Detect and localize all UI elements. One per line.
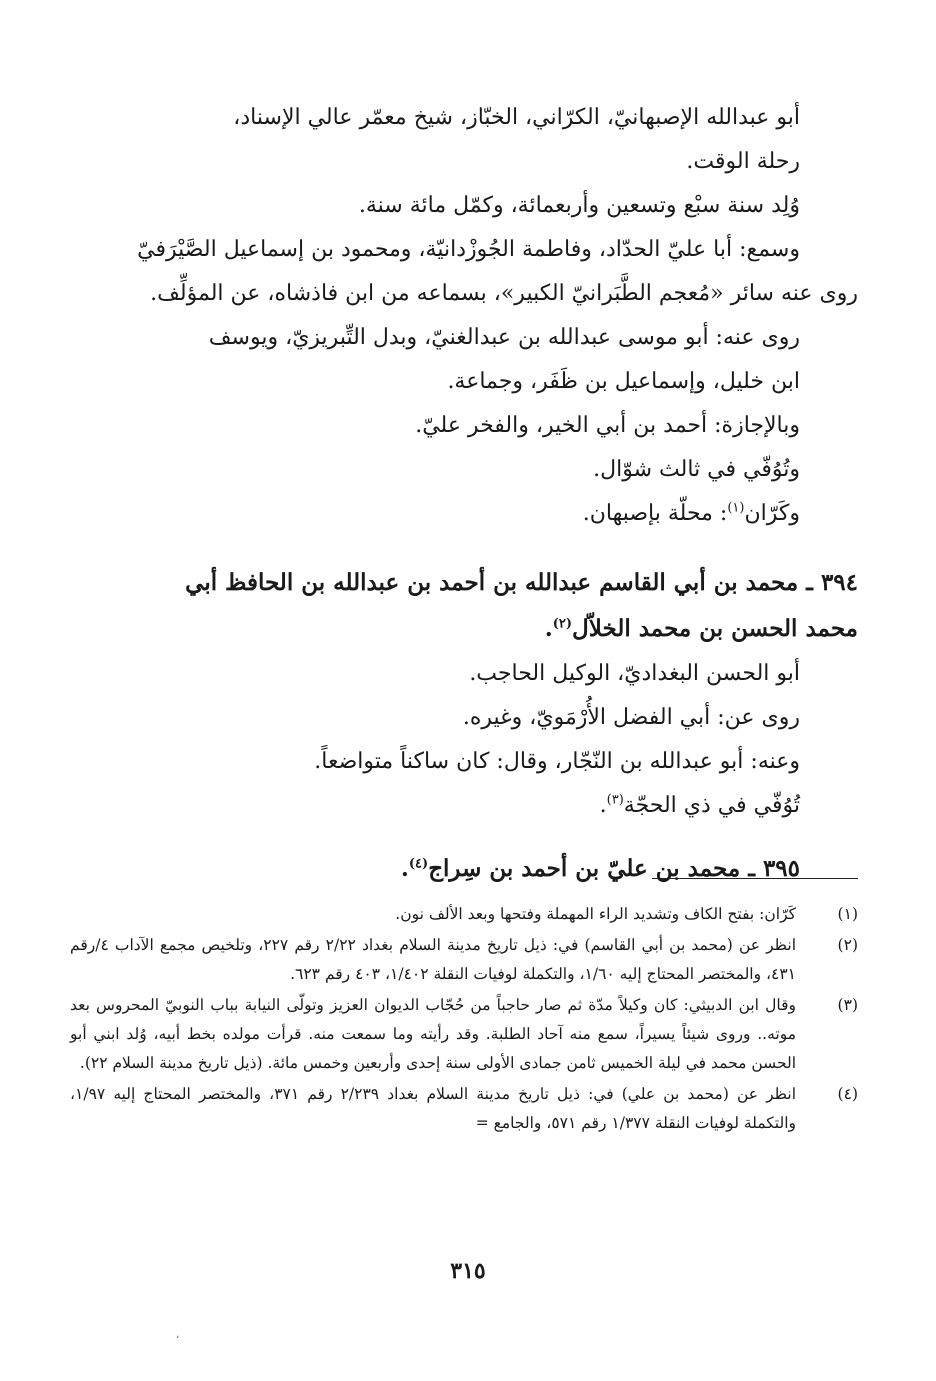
paragraph-birth: وُلِد سنة سبْع وتسعين وأربعمائة، وكمّل مائة سنة.: [358, 193, 800, 218]
kunya-line-2: رحلة الوقت.: [686, 149, 800, 174]
narrators-line-1: روى عنه: أبو موسى عبدالله بن عبدالغنيّ، وبدل التِّبريزيّ، ويوسف: [208, 325, 800, 350]
footnote-ref-3[interactable]: (٣): [606, 792, 624, 808]
karran-def: : محلّة بإصبهان.: [582, 501, 728, 526]
paragraph-from-him: وعنه: أبو عبدالله بن النّجّار، وقال: كان ساكناً متواضعاً.: [314, 749, 800, 774]
footnote-text: كَرّان: بفتح الكاف وتشديد الراء المهملة وفتحها وبعد الألف نون.: [395, 905, 796, 923]
karran-word: وكَرّان: [744, 501, 800, 526]
paragraph-ijaza: وبالإجازة: أحمد بن أبي الخير، والفخر عليّ.: [415, 413, 800, 438]
entry-394-heading: [70, 560, 858, 652]
paragraph-narrated-mujam: روى عنه سائر «مُعجم الطَّبَرانيّ الكبير»، بسماعه من ابن فاذشاه، عن المؤلِّف.: [150, 281, 858, 306]
paragraph-kunya: [70, 96, 858, 184]
entry-395-end: .: [400, 855, 409, 882]
footnote-ref-2[interactable]: (٢): [552, 616, 573, 632]
entry-394-end: .: [544, 615, 553, 642]
entry-395-heading: [70, 846, 858, 892]
main-text: [70, 96, 858, 892]
footnote-3: [70, 991, 858, 1078]
footnotes: [70, 900, 858, 1140]
footnote-marker: (٣): [837, 996, 858, 1014]
paragraph-heard: [70, 228, 858, 272]
paragraph-abu-hasan: أبو الحسن البغداديّ، الوكيل الحاجب.: [469, 661, 800, 686]
footnote-text: انظر عن (محمد بن أبي القاسم) في: ذيل تاريخ مدينة السلام بغداد ٢/٢٢ رقم ٢٢٧، وتلخيص مجمع الآداب ٤/رقم ٤٣١، والمختصر المحتاج إليه ١/٦٠، والتكملة لوفيات النقلة ١/٤٠٢، ٤٠٣ رقم ٦٢٣.: [70, 936, 796, 983]
footnote-4: [70, 1080, 858, 1138]
kunya-line-1: أبو عبدالله الإصبهانيّ، الكرّاني، الخبّاز، شيخ معمّر عالي الإسناد،: [233, 105, 800, 130]
stray-mark: ،: [176, 1330, 180, 1341]
entry-394-line-2: محمد الحسن بن محمد الخلاّل: [572, 615, 858, 642]
footnote-ref-4[interactable]: (٤): [408, 856, 429, 872]
heard-line-1: وسمع: أبا عليّ الحدّاد، وفاطمة الجُوزْدانيّة، ومحمود بن إسماعيل الصَّيْرَفيّ: [137, 237, 800, 262]
died-end: .: [599, 793, 607, 818]
footnote-1: [70, 900, 858, 929]
paragraph-died-dhulhijja: [70, 784, 858, 828]
footnote-marker: (٤): [837, 1085, 858, 1103]
paragraph-death: وتُوُفّي في ثالث شوّال.: [593, 457, 800, 482]
entry-394-line-1: ٣٩٤ ـ محمد بن أبي القاسم عبدالله بن أحمد بن عبدالله بن الحافظ أبي: [185, 569, 858, 596]
footnote-marker: (٢): [837, 936, 858, 954]
died-text: تُوُفّي في ذي الحجّة: [623, 793, 800, 818]
footnote-2: [70, 931, 858, 989]
page-number: ٣١٥: [450, 1258, 486, 1284]
footnote-marker: (١): [837, 905, 858, 923]
footnote-ref-1[interactable]: (١): [727, 500, 745, 516]
paragraph-narrated-from: روى عن: أبي الفضل الأُرْمَويّ، وغيره.: [462, 705, 800, 730]
footnote-text: وقال ابن الدبيثي: كان وكيلاً مدّة ثم صار حاجباً من حُجّاب الديوان العزيز وتولّى النيابة بباب النوبيّ المحروس بعد موته.. وروى شيئاً يسيراً، سمع منه آحاد الطلبة. وقد رأيته وما سمعت منه. قرأت مولده بخط أبيه، وُلد ابني أبو الحسن محمد في ليلة الخميس ثامن جمادى الأولى سنة إحدى وأربعين وخمس مائة. (ذيل تاريخ مدينة السلام ٢٢).: [70, 996, 796, 1072]
paragraph-karran: [70, 492, 858, 536]
footnote-separator: [652, 878, 858, 879]
entry-395-title: ٣٩٥ ـ محمد بن عليّ بن أحمد بن سِراج: [428, 855, 800, 882]
paragraph-narrators: [70, 316, 858, 404]
narrators-line-2: ابن خليل، وإسماعيل بن ظَفَر، وجماعة.: [447, 369, 800, 394]
footnote-text: انظر عن (محمد بن علي) في: ذيل تاريخ مدينة السلام بغداد ٢/٢٣٩ رقم ٣٧١، والمختصر المحتاج إليه ١/٩٧، والتكملة لوفيات النقلة ١/٣٧٧ رقم ٥٧١، والجامع =: [70, 1085, 797, 1132]
